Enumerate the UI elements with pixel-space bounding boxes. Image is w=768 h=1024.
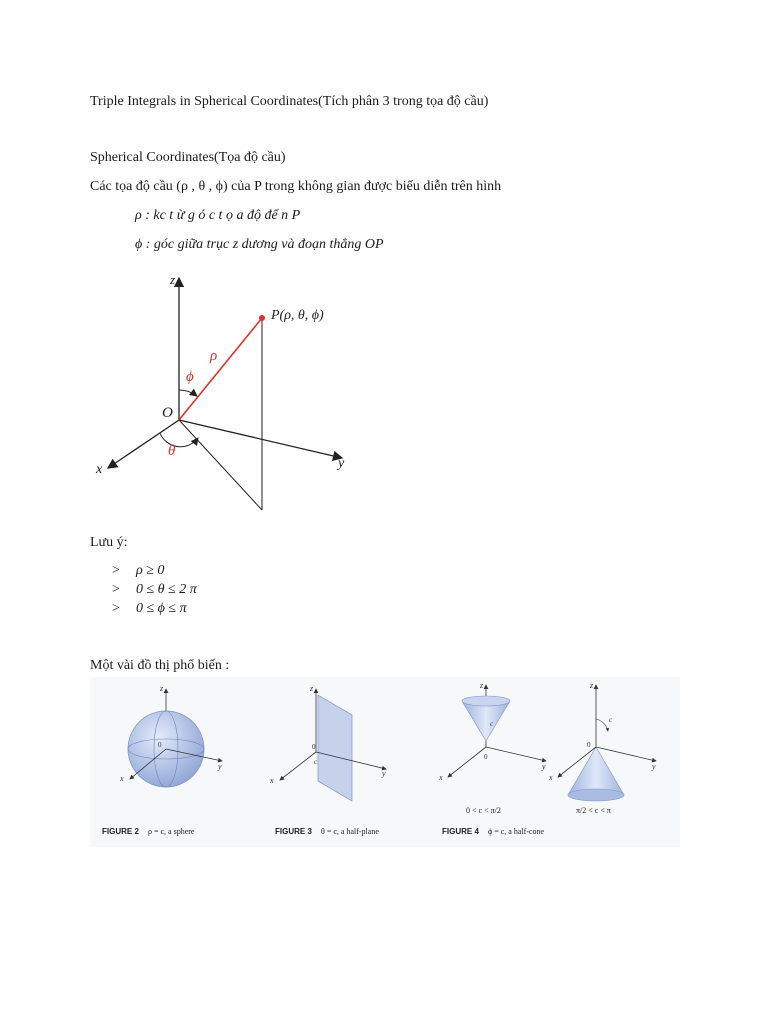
cone-rim	[568, 789, 624, 801]
rho-label: ρ	[210, 348, 218, 364]
note-text: 0 ≤ θ ≤ 2 π	[136, 582, 197, 597]
bullet-marker: >	[112, 582, 120, 597]
z-axis-label: z	[170, 272, 176, 287]
z-label: z	[590, 681, 594, 690]
y-label: y	[542, 762, 546, 771]
c-label: c	[490, 720, 494, 728]
x-label: x	[549, 773, 553, 782]
y-label: y	[218, 762, 222, 771]
note-text: ρ ≥ 0	[136, 563, 165, 578]
definition-rho: ρ : kc t ừ g ó c t ọ a độ đế n P	[135, 208, 301, 223]
definition-phi: ϕ : góc giữa trục z dương và đoạn thẳng OP	[135, 237, 384, 252]
x-label: x	[439, 773, 443, 782]
c-label: c	[314, 758, 318, 766]
origin-label: 0	[484, 753, 488, 761]
note-text: 0 ≤ ϕ ≤ π	[136, 601, 187, 616]
theta-label: θ	[168, 443, 176, 459]
phi-arc	[179, 390, 197, 396]
bullet-marker: >	[112, 563, 120, 578]
origin-label: 0	[587, 741, 591, 749]
z-label: z	[310, 684, 314, 693]
origin-label: O	[162, 405, 173, 421]
spherical-coordinates-diagram	[90, 262, 380, 518]
y-label: y	[652, 762, 656, 771]
origin-label: 0	[312, 743, 316, 751]
figure-3-caption: θ = c, a half-plane	[321, 827, 379, 836]
note-item	[112, 582, 197, 598]
cone-rim	[462, 696, 510, 706]
note-item	[112, 563, 164, 579]
section-heading: Spherical Coordinates(Tọa độ cầu)	[90, 150, 286, 165]
cone-range: π/2 < c < π	[576, 806, 611, 815]
figure-4-label: FIGURE 4	[442, 827, 479, 836]
x-label: x	[120, 774, 124, 783]
point-p-label: P(ρ, θ, ϕ)	[271, 308, 324, 323]
page-title: Triple Integrals in Spherical Coordinates(Tích phân 3 trong tọa độ cầu)	[90, 94, 489, 109]
figure-3-label: FIGURE 3	[275, 827, 312, 836]
spherical-surfaces-gallery	[90, 677, 680, 847]
note-item	[112, 601, 187, 617]
intro-line: Các tọa độ cầu (ρ , θ , ϕ) của P trong không gian được biểu diễn trên hình	[90, 179, 502, 194]
x-label: x	[270, 776, 274, 785]
y-axis-label: y	[338, 456, 345, 471]
common-graphs-label: Một vài đồ thị phổ biến :	[90, 658, 230, 673]
z-label: z	[480, 681, 484, 690]
note-label: Lưu ý:	[90, 535, 128, 550]
figure-4-caption: ϕ = c, a half-cone	[488, 827, 545, 836]
z-label: z	[160, 684, 164, 693]
projection-line	[179, 420, 262, 510]
point-p	[259, 315, 265, 321]
figure-2-label: FIGURE 2	[102, 827, 139, 836]
c-label: c	[609, 716, 613, 724]
origin-label: 0	[158, 741, 162, 749]
bullet-marker: >	[112, 601, 120, 616]
x-axis-label: x	[96, 462, 103, 477]
y-axis	[179, 420, 342, 458]
phi-label: ϕ	[186, 369, 194, 385]
y-label: y	[382, 769, 386, 778]
figure-2-caption: ρ = c, a sphere	[148, 827, 195, 836]
cone-range: 0 < c < π/2	[466, 806, 501, 815]
